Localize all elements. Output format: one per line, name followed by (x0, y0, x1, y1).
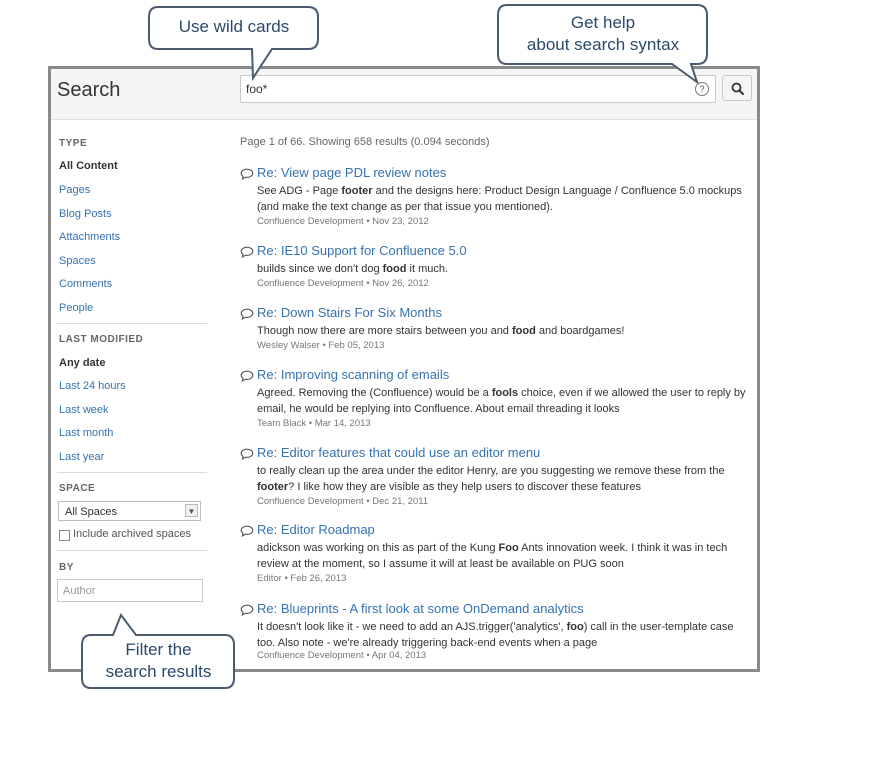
comment-bubble-icon (240, 168, 254, 180)
space-heading: SPACE (59, 483, 96, 494)
modified-last-24-hours[interactable]: Last 24 hours (59, 380, 126, 392)
type-people[interactable]: People (59, 302, 94, 314)
modified-any-date[interactable]: Any date (59, 357, 106, 369)
comment-bubble-icon (240, 370, 254, 382)
modified-last-year[interactable]: Last year (59, 451, 105, 463)
callout-wildcards-text: Use wild cards (178, 17, 290, 36)
sidebar-divider (57, 472, 207, 473)
result-meta: Team Black • Mar 14, 2013 (257, 418, 371, 429)
modified-last-week[interactable]: Last week (59, 404, 109, 416)
callout-wildcards (148, 6, 320, 80)
type-pages[interactable]: Pages (59, 184, 91, 196)
result-excerpt: adickson was working on this as part of the Kung Foo Ants innovation week. I think it was in tech review at the moment, so I assume it will at least be available on PUG soon (257, 542, 728, 570)
result-meta: Confluence Development • Nov 23, 2012 (257, 216, 429, 227)
result-excerpt: builds since we don't dog food it much. (257, 263, 449, 275)
space-select-value: All Spaces (65, 506, 117, 518)
include-archived-label: Include archived spaces (73, 528, 192, 540)
help-circle-icon[interactable]: ? (695, 82, 709, 96)
result-excerpt: to really clean up the area under the editor Henry, are you suggesting we remove these from the footer? I like how they are visible as they help users to discover these features (257, 465, 725, 493)
result-excerpt: Though now there are more stairs between you and food and boardgames! (257, 325, 625, 337)
page-title: Search (57, 79, 121, 101)
type-spaces[interactable]: Spaces (59, 255, 96, 267)
chevron-down-icon: ▼ (185, 504, 198, 517)
type-comments[interactable]: Comments (59, 278, 113, 290)
include-archived-checkbox[interactable] (59, 530, 70, 541)
result-meta: Confluence Development • Dec 21, 2011 (257, 496, 429, 507)
result-excerpt: Agreed. Removing the (Confluence) would be a fools choice, even if we allowed the user to reply by email, he would be replying into Confluence. About email threading it looks (257, 387, 746, 415)
result-excerpt: It doesn't look like it - we need to add an AJS.trigger('analytics', foo) call in the user-template case too. Also note - we're already triggering back-end events when a page (257, 621, 734, 649)
result-title-link[interactable]: Re: Editor Roadmap (257, 522, 375, 537)
sidebar-divider (57, 323, 207, 324)
search-input-value[interactable]: foo* (246, 82, 268, 96)
last-modified-heading: LAST MODIFIED (59, 334, 144, 345)
comment-bubble-icon (240, 448, 254, 460)
callout-help-line1: Get help (570, 13, 636, 32)
callout-filter-line2: search results (105, 662, 212, 681)
callout-filter-line1: Filter the (125, 640, 192, 659)
type-attachments[interactable]: Attachments (59, 231, 121, 243)
results-summary: Page 1 of 66. Showing 658 results (0.094 seconds) (240, 136, 490, 148)
comment-bubble-icon (240, 308, 254, 320)
type-blog-posts[interactable]: Blog Posts (59, 208, 112, 220)
result-title-link[interactable]: Re: Editor features that could use an editor menu (257, 445, 541, 460)
result-meta: Editor • Feb 26, 2013 (257, 573, 347, 584)
result-title-link[interactable]: Re: Blueprints - A first look at some OnDemand analytics (257, 601, 584, 616)
comment-bubble-icon (240, 246, 254, 258)
result-meta: Wesley Walser • Feb 05, 2013 (257, 340, 385, 351)
result-title-link[interactable]: Re: IE10 Support for Confluence 5.0 (257, 243, 467, 258)
result-excerpt: See ADG - Page footer and the designs here: Product Design Language / Confluence 5.0 mockups (and make the text change as per that issue you mentioned). (257, 185, 742, 213)
result-meta: Confluence Development • Nov 26, 2012 (257, 278, 429, 289)
result-title-link[interactable]: Re: Down Stairs For Six Months (257, 305, 442, 320)
comment-bubble-icon (240, 604, 254, 616)
comment-bubble-icon (240, 525, 254, 537)
callout-help-line2: about search syntax (526, 35, 680, 54)
result-meta: Confluence Development • Apr 04, 2013 (257, 650, 427, 661)
search-button[interactable] (722, 75, 752, 101)
author-placeholder: Author (63, 585, 96, 597)
author-input[interactable] (57, 579, 203, 602)
modified-last-month[interactable]: Last month (59, 427, 114, 439)
by-heading: BY (59, 562, 74, 573)
search-window (48, 66, 760, 672)
space-select[interactable] (58, 501, 201, 521)
result-title-link[interactable]: Re: Improving scanning of emails (257, 367, 450, 382)
result-title-link[interactable]: Re: View page PDL review notes (257, 165, 447, 180)
sidebar-divider (57, 550, 207, 551)
callout-help (497, 4, 709, 84)
type-all-content[interactable]: All Content (59, 160, 118, 172)
search-magnifier-icon (723, 76, 753, 102)
callout-filter (81, 613, 236, 691)
type-heading: TYPE (59, 138, 88, 149)
